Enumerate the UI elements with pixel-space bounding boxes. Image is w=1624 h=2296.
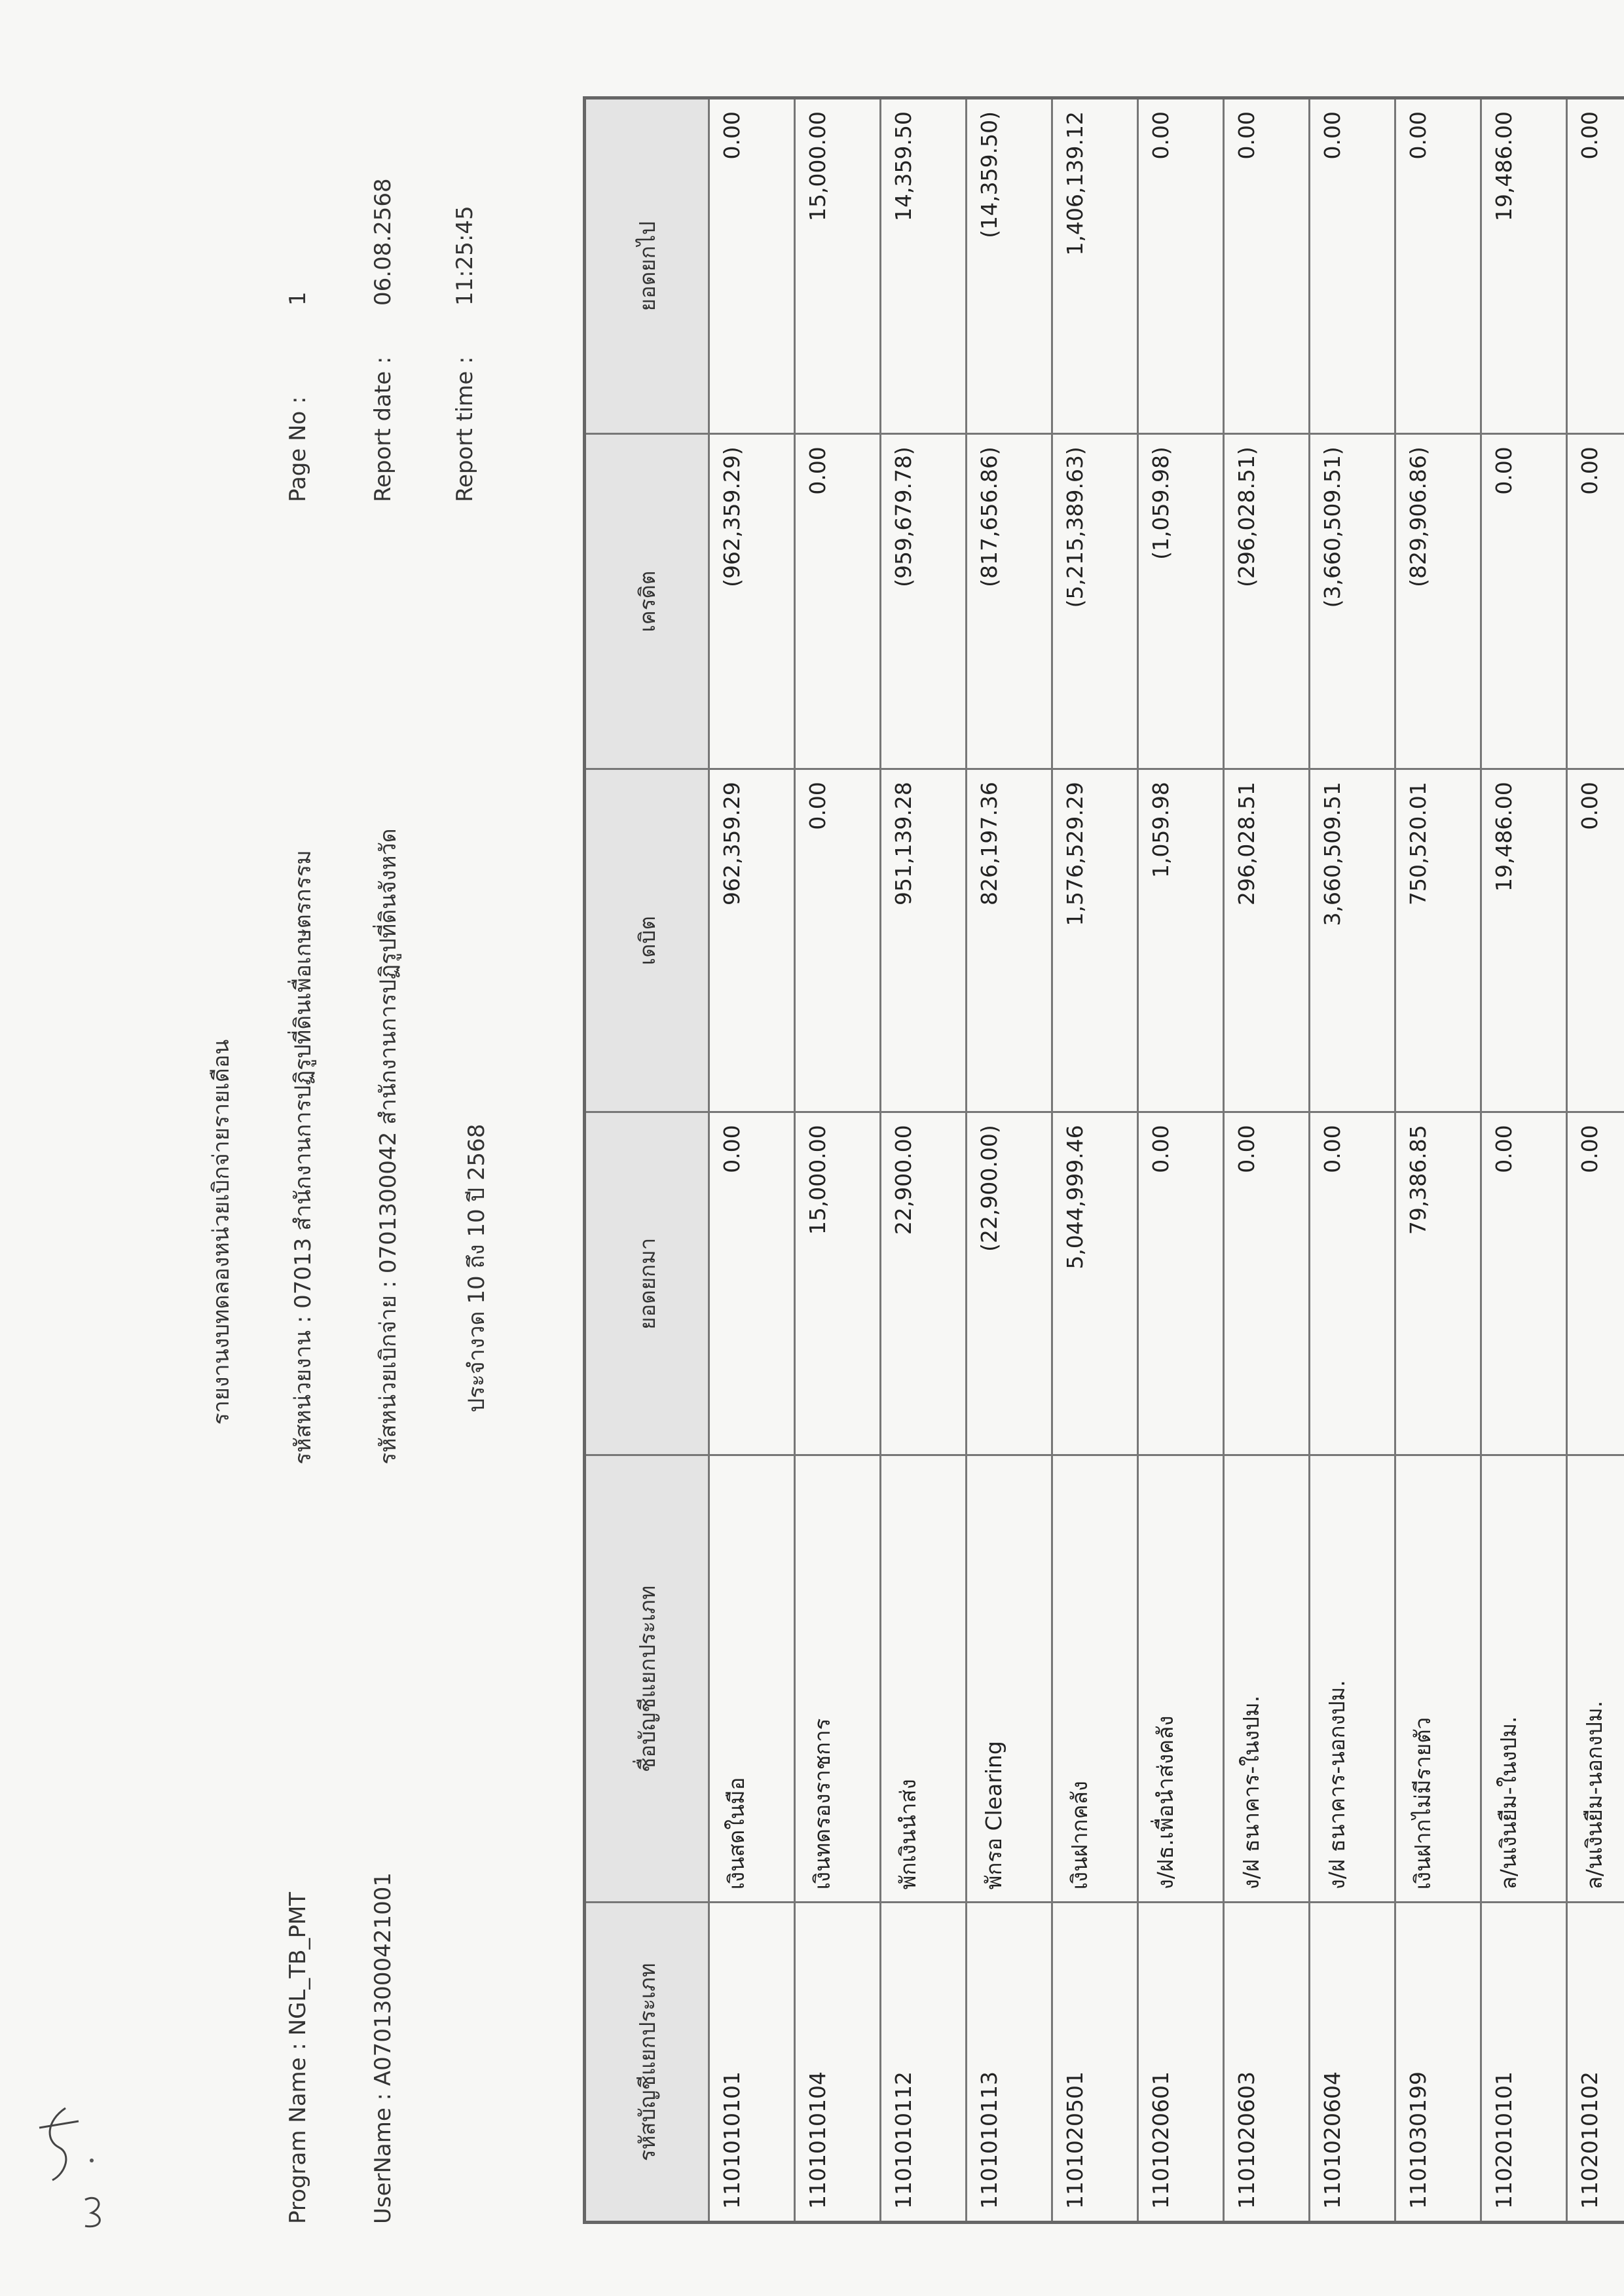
cell-account-name: พักเงินนำส่ง — [881, 1455, 967, 1903]
cell-closing-balance: 0.00 — [1567, 98, 1624, 434]
cell-opening-balance: 0.00 — [1481, 1112, 1567, 1455]
cell-closing-balance: 0.00 — [1224, 98, 1310, 434]
report-date-value: 06.08.2568 — [370, 178, 396, 306]
cell-closing-balance: 0.00 — [709, 98, 795, 434]
cell-account-code: 1101010101 — [709, 1903, 795, 2223]
cell-closing-balance: 0.00 — [1310, 98, 1395, 434]
cell-account-code: 1101010113 — [967, 1903, 1052, 2223]
cell-debit: 0.00 — [795, 769, 881, 1112]
report-time-value: 11:25:45 — [452, 206, 478, 306]
cell-account-code: 1101020603 — [1224, 1903, 1310, 2223]
cell-account-name: เงินฝากไม่มีรายตัว — [1395, 1455, 1481, 1903]
col-opening-balance: ยอดยกมา — [585, 1112, 709, 1455]
table-row — [709, 98, 795, 2223]
cell-debit: 1,059.98 — [1138, 769, 1224, 1112]
cell-debit: 19,486.00 — [1481, 769, 1567, 1112]
cell-closing-balance: 0.00 — [1138, 98, 1224, 434]
cell-debit: 0.00 — [1567, 769, 1624, 1112]
table-row — [1310, 98, 1395, 2223]
cell-opening-balance: 5,044,999.46 — [1052, 1112, 1138, 1455]
cell-credit: 0.00 — [795, 434, 881, 769]
cell-account-name: ล/นเงินยืม-ในงปม. — [1481, 1455, 1567, 1903]
col-account-code: รหัสบัญชีแยกประเภท — [585, 1903, 709, 2223]
table-row — [1138, 98, 1224, 2223]
cell-opening-balance: 0.00 — [1224, 1112, 1310, 1455]
cell-credit: (1,059.98) — [1138, 434, 1224, 769]
cell-opening-balance: 15,000.00 — [795, 1112, 881, 1455]
cell-credit: 0.00 — [1567, 434, 1624, 769]
table-row — [795, 98, 881, 2223]
table-row — [1052, 98, 1138, 2223]
cell-credit: (959,679.78) — [881, 434, 967, 769]
cell-account-name: ง/ฝธ.เพื่อนำส่งคลัง — [1138, 1455, 1224, 1903]
cell-debit: 3,660,509.51 — [1310, 769, 1395, 1112]
table-row — [1567, 98, 1624, 2223]
cell-account-name: เงินฝากคลัง — [1052, 1455, 1138, 1903]
cell-closing-balance: 0.00 — [1395, 98, 1481, 434]
cell-opening-balance: (22,900.00) — [967, 1112, 1052, 1455]
cell-account-code: 1101020501 — [1052, 1903, 1138, 2223]
report-time-label: Report time : — [452, 356, 478, 502]
table-row — [1224, 98, 1310, 2223]
cell-account-name: เงินสดในมือ — [709, 1455, 795, 1903]
report-date-label: Report date : — [370, 356, 396, 502]
cell-opening-balance: 79,386.85 — [1395, 1112, 1481, 1455]
table-row — [967, 98, 1052, 2223]
cell-account-name: ง/ฝ ธนาคาร-นอกงปม. — [1310, 1455, 1395, 1903]
cell-account-name: ล/นเงินยืม-นอกงปม. — [1567, 1455, 1624, 1903]
cell-credit: (3,660,509.51) — [1310, 434, 1395, 769]
table-row — [881, 98, 967, 2223]
cell-account-name: ง/ฝ ธนาคาร-ในงปม. — [1224, 1455, 1310, 1903]
trial-balance-table — [583, 96, 1624, 2224]
col-debit: เดบิต — [585, 769, 709, 1112]
cell-opening-balance: 0.00 — [709, 1112, 795, 1455]
cell-account-code: 1101020604 — [1310, 1903, 1395, 2223]
report-title: รายงานงบทดลองหน่วยเบิกจ่ายรายเดือน — [208, 1039, 234, 1425]
cell-debit: 296,028.51 — [1224, 769, 1310, 1112]
cell-account-code: 1101010112 — [881, 1903, 967, 2223]
cell-credit: (296,028.51) — [1224, 434, 1310, 769]
cell-closing-balance: (14,359.50) — [967, 98, 1052, 434]
cell-credit: (5,215,389.63) — [1052, 434, 1138, 769]
table-header-row — [585, 98, 709, 2223]
cell-debit: 750,520.01 — [1395, 769, 1481, 1112]
cell-account-code: 1101020601 — [1138, 1903, 1224, 2223]
cell-debit: 1,576,529.29 — [1052, 769, 1138, 1112]
cell-account-code: 1102010101 — [1481, 1903, 1567, 2223]
disbursing-unit: รหัสหน่วยเบิกจ่าย : 0701300042 สำนักงานการปฏิรูปที่ดินจังหวัด — [375, 828, 401, 1465]
cell-closing-balance: 14,359.50 — [881, 98, 967, 434]
cell-account-name: เงินทดรองราชการ — [795, 1455, 881, 1903]
cell-account-name: พักรอ Clearing — [967, 1455, 1052, 1903]
col-account-name: ชื่อบัญชีแยกประเภท — [585, 1455, 709, 1903]
cell-credit: (817,656.86) — [967, 434, 1052, 769]
cell-closing-balance: 19,486.00 — [1481, 98, 1567, 434]
cell-account-code: 1101030199 — [1395, 1903, 1481, 2223]
cell-credit: (829,906.86) — [1395, 434, 1481, 769]
page-no-value: 1 — [285, 291, 311, 306]
program-name: Program Name : NGL_TB_PMT — [285, 1891, 311, 2224]
cell-debit: 962,359.29 — [709, 769, 795, 1112]
cell-debit: 951,139.28 — [881, 769, 967, 1112]
cell-opening-balance: 0.00 — [1567, 1112, 1624, 1455]
col-credit: เครดิต — [585, 434, 709, 769]
cell-debit: 826,197.36 — [967, 769, 1052, 1112]
unit-code: รหัสหน่วยงาน : 07013 สำนักงานการปฏิรูปที่ดินเพื่อเกษตรกรรม — [290, 850, 316, 1465]
table-row — [1481, 98, 1567, 2223]
page-no-label: Page No : — [285, 396, 311, 502]
username: UserName : A0701300042​1001 — [370, 1872, 396, 2224]
col-closing-balance: ยอดยกไป — [585, 98, 709, 434]
cell-opening-balance: 0.00 — [1310, 1112, 1395, 1455]
cell-account-code: 1101010104 — [795, 1903, 881, 2223]
cell-account-code: 1102010102 — [1567, 1903, 1624, 2223]
cell-credit: 0.00 — [1481, 434, 1567, 769]
cell-closing-balance: 15,000.00 — [795, 98, 881, 434]
cell-credit: (962,359.29) — [709, 434, 795, 769]
cell-opening-balance: 0.00 — [1138, 1112, 1224, 1455]
cell-opening-balance: 22,900.00 — [881, 1112, 967, 1455]
cell-closing-balance: 1,406,139.12 — [1052, 98, 1138, 434]
table-row — [1395, 98, 1481, 2223]
report-period: ประจำงวด 10 ถึง 10 ปี 2568 — [464, 1123, 490, 1413]
